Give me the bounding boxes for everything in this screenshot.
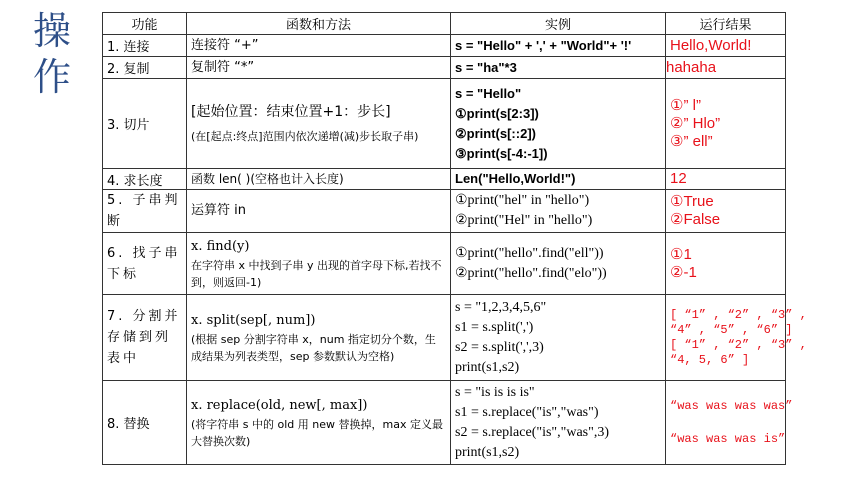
cell-method <box>187 233 451 295</box>
example-line: s = "Hello" + ',' + "World"+ '!' <box>455 37 632 53</box>
cell-method <box>187 169 451 190</box>
cell-method <box>187 35 451 57</box>
header-example: 实例 <box>451 13 666 35</box>
cell-example <box>451 381 666 465</box>
cell-method <box>187 381 451 465</box>
result-line: “4, 5, 6” ] <box>670 352 750 367</box>
example-line: ②print("hello".find("elo")) <box>455 265 607 281</box>
cell-result <box>666 79 786 169</box>
table-row <box>103 169 786 190</box>
example-line: print(s1,s2) <box>455 359 520 375</box>
cell-example <box>451 169 666 190</box>
cell-func <box>103 233 187 295</box>
side-title <box>26 8 78 100</box>
side-title-char-1: 操 <box>32 9 71 53</box>
cell-example <box>451 79 666 169</box>
table-row <box>103 79 786 169</box>
example-line: Len("Hello,World!") <box>455 171 576 186</box>
example-line: s1 = s.replace("is","was") <box>455 404 599 420</box>
result-line: ①” l” <box>670 96 701 114</box>
example-line: ②print("Hel" in "hello") <box>455 213 593 228</box>
table-row <box>103 295 786 381</box>
example-line: ①print("hel" in "hello") <box>455 193 590 208</box>
func-label: 7. 分割并存储到列表中 <box>107 309 181 366</box>
string-operations-table <box>102 12 807 465</box>
table-row <box>103 35 786 57</box>
result-line: ①True <box>670 193 714 210</box>
example-line: ②print(s[::2]) <box>455 125 536 141</box>
example-line: s = "Hello" <box>455 85 522 101</box>
cell-result <box>666 295 807 381</box>
result-line: 12 <box>670 170 687 187</box>
table-row <box>103 233 786 295</box>
table-header-row <box>103 13 786 35</box>
cell-func: 4. 求长度 <box>103 169 187 190</box>
result-line: ③” ell” <box>670 132 713 150</box>
result-line: “4” , “5” , “6” ] <box>670 322 793 337</box>
cell-method <box>187 57 451 79</box>
cell-method <box>187 295 451 381</box>
cell-method <box>187 190 451 233</box>
result-line: Hello,World! <box>670 36 752 54</box>
cell-result <box>666 169 786 190</box>
result-line: [ “1” , “2” , “3” , <box>670 307 807 322</box>
cell-example <box>451 35 666 57</box>
method-line: [起始位置：结束位置+1：步长] <box>191 104 391 120</box>
method-line: 复制符 “*” <box>191 59 255 75</box>
cell-result <box>666 57 786 79</box>
result-line: “was was was is” <box>670 431 786 446</box>
result-line: ②” Hlo” <box>670 114 721 132</box>
header-func: 功能 <box>103 13 187 35</box>
method-line: x. find(y) <box>191 238 250 254</box>
table-row <box>103 57 786 79</box>
method-line: x. replace(old, new[, max]) <box>191 397 368 413</box>
func-label: 5. 子串判断 <box>107 193 181 229</box>
method-line: 函数 len( )(空格也计入长度) <box>191 172 344 186</box>
example-line: s = "ha"*3 <box>455 59 517 75</box>
cell-func: 8. 替换 <box>103 381 187 465</box>
example-line: s2 = s.replace("is","was",3) <box>455 424 609 440</box>
table-row <box>103 190 786 233</box>
header-result: 运行结果 <box>666 13 786 35</box>
result-line: [ “1” , “2” , “3” , <box>670 337 807 352</box>
result-line: ②False <box>670 211 721 228</box>
cell-result <box>666 190 786 233</box>
cell-func <box>103 190 187 233</box>
method-line: x. split(sep[, num]) <box>191 312 316 328</box>
method-line: 连接符 “+” <box>191 37 259 53</box>
cell-example <box>451 57 666 79</box>
method-line: 运算符 in <box>191 203 246 218</box>
cell-func: 3. 切片 <box>103 79 187 169</box>
cell-result <box>666 381 793 465</box>
replace-result <box>670 398 793 447</box>
cell-example <box>451 295 666 381</box>
method-note: (根据 sep 分割字符串 x，num 指定切分个数，生成结果为列表类型，sep 参数默认为空格) <box>191 332 436 363</box>
split-result <box>670 307 807 368</box>
example-line: s1 = s.split(',') <box>455 319 534 335</box>
method-note: (在[起点:终点]范围内依次递增(减)步长取子串) <box>191 130 419 143</box>
example-line: s2 = s.split(',',3) <box>455 339 544 355</box>
cell-example <box>451 190 666 233</box>
cell-example <box>451 233 666 295</box>
method-note: (将字符串 s 中的 old 用 new 替换掉，max 定义最大替换次数) <box>191 417 443 448</box>
example-line: print(s1,s2) <box>455 444 520 460</box>
result-line: hahaha <box>666 58 717 76</box>
cell-func: 1. 连接 <box>103 35 187 57</box>
cell-method <box>187 79 451 169</box>
cell-result <box>666 35 786 57</box>
func-label: 6. 找子串下标 <box>107 245 181 282</box>
example-line: s = "is is is is" <box>455 384 535 400</box>
result-line: ①1 <box>670 245 692 263</box>
side-title-char-2: 作 <box>32 55 71 99</box>
result-line: ②-1 <box>670 263 697 281</box>
table-row <box>103 381 786 465</box>
example-line: ①print(s[2:3]) <box>455 105 539 121</box>
method-note: 在字符串 x 中找到子串 y 出现的首字母下标,若找不到，则返回-1) <box>191 258 442 289</box>
cell-result <box>666 233 786 295</box>
example-line: ③print(s[-4:-1]) <box>455 145 548 161</box>
cell-func: 2. 复制 <box>103 57 187 79</box>
example-line: ①print("hello".find("ell")) <box>455 245 604 261</box>
example-line: s = "1,2,3,4,5,6" <box>455 299 547 315</box>
result-line: “was was was was” <box>670 398 793 413</box>
header-method: 函数和方法 <box>187 13 451 35</box>
cell-func <box>103 295 187 381</box>
